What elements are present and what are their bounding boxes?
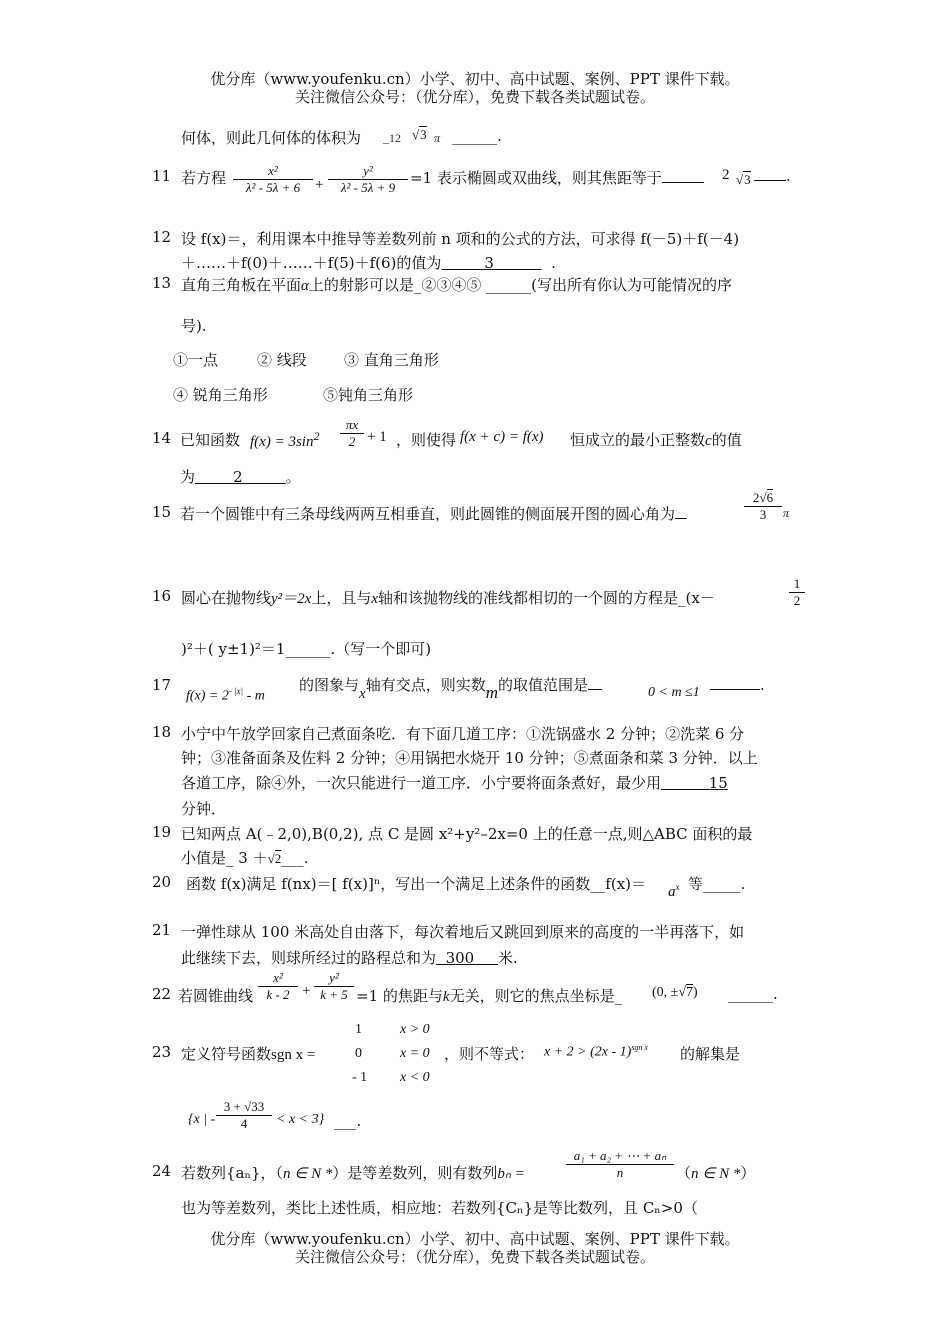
q15-answer-radicand: 6 [766,490,774,505]
q13-option-2: ② 线段 [257,351,307,369]
q23-stem-post: 的解集是 [680,1045,741,1063]
q14-fraction-numerator: πx [345,417,359,432]
q17-number: 17 [152,676,172,694]
q24-post-n-in-N: n ∈ N * [691,1166,741,1182]
q12-number: 12 [152,228,172,246]
q13-option-1: ①一点 [173,351,219,369]
q21-number: 21 [152,921,172,939]
q13-line-1b: 上的射影可以是_②③④⑤ ______(写出所有你认为可能情况的序 [308,276,733,294]
q16-line-1 [181,587,715,608]
q17-exponent: - |x| [228,686,244,696]
q11-denominator-2: λ² - 5λ + 9 [340,180,396,195]
q15-stem: 若一个圆锥中有三条母线两两互相垂直，则此圆锥的侧面展开图的圆心角为 [180,505,676,523]
q16-fraction-numerator: 1 [793,576,801,591]
q24-line-2: 也为等差数列，类比上述性质，相应地：若数列{Cₙ}是等比数列，且 Cₙ>0（ [181,1199,698,1217]
q23-solution-pre: {x | - [188,1112,216,1127]
q14-tail: 。 [285,468,301,486]
footer-line-1: 优分库（www.youfenku.cn）小学、初中、高中试题、案例、PPT 课件下载。 [210,1230,740,1248]
q13-option-5: ⑤钝角三角形 [323,386,414,404]
q18-line-3-text: 各道工序，除④外，一次只能进行一道工序．小宁要将面条煮好，最少用 [181,774,662,792]
q21-line-1: 一弹性球从 100 米高处自由落下，每次着地后又跳回到原来的高度的一半再落下，如 [181,923,745,941]
q13-line-1 [181,274,732,295]
q18-line-4: 分钟． [181,800,227,818]
q24-n-in-N: n ∈ N * [283,1166,333,1182]
q21-line-2-pre: 此继续下去，则球所经过的路程总和为 [181,949,437,967]
q10-sqrt-radicand: 3 [420,127,427,142]
q10-sqrt: √3 [412,127,427,142]
q23-inequality-text: x + 2 > (2x - 1) [544,1044,632,1060]
q16-stem-3: 轴和该抛物线的准线都相切的一个圆的方程是_(x－ [378,589,715,607]
q16-stem-2: 上，且与 [311,589,372,607]
q11-stem-post [410,167,704,188]
q15-answer-coef: 2 [752,490,760,505]
q20-stem: 函数 f(x)满足 f(nx)＝[ f(x)]ⁿ，写出一个满足上述条件的函数__f(x)＝ [186,875,647,893]
q21-line-2 [181,947,518,968]
q14-equation: f(x + c) = f(x) [460,429,544,445]
q17-function [186,686,265,705]
q23-solution-denominator: 4 [240,1116,248,1131]
q10-pi: π [434,131,441,145]
q20-tail: 等_____. [688,875,746,893]
q15-pi: π [783,506,790,520]
q18-line-1: 小宁中午放学回家自己煮面条吃．有下面几道工序：①洗锅盛水 2 分钟；②洗菜 6 分 [181,725,745,743]
q24-stem-post [676,1162,755,1183]
q17-answer: 0 < m ≤1 [648,685,700,700]
q14-fraction-denominator: 2 [348,434,356,449]
q22-answer-close: ) [693,985,698,1000]
q22-tail: ______. [728,985,778,1003]
q12-line-1: 设 f(x)＝，利用课本中推导等差数列前 n 项和的公式的方法，可求得 f(－5)＋f(－4) [181,230,740,248]
q15-answer-fraction: 2√6 3 [744,490,782,523]
q14-function-text: f(x) = 3sin [250,434,314,450]
q20-answer-base: a [668,884,676,900]
q11-fraction-1 [233,163,313,196]
q23-number: 23 [152,1043,172,1061]
q24-number: 24 [152,1162,172,1180]
q16-number: 16 [152,587,172,605]
q13-line-1a: 直角三角板在平面 [181,276,302,294]
q16-line-2: )²＋( y±1)²＝1______.（写一个即可) [181,640,432,658]
q23-case-2-value: 0 [355,1046,362,1061]
q10-text [181,127,361,148]
q14-stem-mid: ，则使得 [396,431,457,449]
header-line-1: 优分库（www.youfenku.cn）小学、初中、高中试题、案例、PPT 课件下载。 [210,70,740,88]
q17-x: x [359,686,366,702]
q23-solution-fraction [216,1099,272,1132]
q22-number: 22 [152,985,172,1003]
q19-answer-radicand: 2 [274,851,282,866]
q24-stem-pre: 若数列{aₙ}，（ [181,1164,284,1182]
q11-sqrt: √3 [736,172,751,187]
q18-number: 18 [152,723,172,741]
q14-stem-post-text: 恒成立的最小正整数 [570,431,706,449]
q17-tail [710,676,765,694]
q17-stem-1: 的图象与 [299,676,360,694]
q22-stem-post-text: =1 的焦距与 [356,987,443,1005]
q21-answer: 300 [445,949,475,967]
q23-case-1-cond: x > 0 [400,1022,430,1037]
q14-answer: 2 [233,468,243,486]
q17-stem-3: 的取值范围是 [497,676,588,694]
q16-fraction-denominator: 2 [793,593,801,608]
q17-m: m [485,683,498,702]
q24-post-open: （ [676,1164,692,1182]
q17-stem-2: 轴有交点，则实数 [365,676,486,694]
q11-stem-post-text: =1 表示椭圆或双曲线，则其焦距等于 [410,169,662,187]
q21-tail: 米. [498,949,518,967]
q17-stem [299,674,602,702]
q14-c: c [705,433,712,449]
q16-equation: y²＝2x [271,591,312,607]
q10-stem: 何体，则此几何体的体积为 [181,129,362,147]
q23-inequality [544,1043,648,1061]
q10-answer: _12 [383,131,401,145]
q24-stem-mid: ）是等差数列，则有数列 [332,1164,498,1182]
q19-answer: 3 ＋ [238,849,268,867]
q23-case-1-value: 1 [355,1022,362,1037]
q14-exponent: 2 [313,429,320,443]
q12-line-2-text: ＋……＋f(0)＋……＋f(5)＋f(6)的值为 [181,254,442,272]
q12-line-2 [181,252,556,273]
q18-answer: 15 [708,774,728,792]
q10-tail: ______. [452,127,502,145]
q15-number: 15 [152,503,172,521]
q23-stem-pre-text: 定义符号函数 [181,1045,272,1063]
q14-line-2 [180,466,301,487]
footer-line-2: 关注微信公众号：（优分库），免费下载各类试题试卷。 [294,1248,655,1266]
q24-stem [181,1162,525,1183]
q18-line-2: 钟；③准备面条及佐料 2 分钟；④用锅把水烧开 10 分钟；⑤煮面条和菜 3 分钟．以上 [181,749,758,767]
q22-denominator-1: k - 2 [266,987,290,1002]
q22-fraction-2 [314,970,354,1003]
q14-fraction [340,417,364,450]
q22-stem-pre: 若圆锥曲线 [178,987,254,1005]
q11-sqrt-radicand: 3 [744,172,751,187]
q16-stem-1: 圆心在抛物线 [181,589,272,607]
q20-number: 20 [152,873,172,891]
q11-fraction-2 [328,163,408,196]
q24-fraction-numerator: a₁ + a₂ + ⋯ + aₙ [573,1148,667,1163]
q22-answer-text: (0, ± [652,985,679,1000]
q19-line-2: 小值是_ 3 ＋√2___. [181,849,309,867]
q11-answer: 2 [722,167,730,183]
q23-sgn: sgn x = [271,1047,316,1063]
q23-solution-numerator: 3 + √33 [223,1099,265,1114]
q23-stem-pre [181,1043,315,1064]
q19-line-2-pre: 小值是_ [181,849,234,867]
q12-answer: 3 [484,254,494,272]
q17-minus-m: - m [246,688,265,704]
q11-plus: + [315,177,324,193]
q11-number: 11 [152,167,172,185]
q23-case-3-value: - 1 [352,1070,368,1085]
q15-text [180,503,687,524]
q24-fraction [566,1148,674,1181]
q20-answer-exponent: x [675,882,680,892]
q24-post-close: ） [740,1164,756,1182]
q15-answer-denominator: 3 [759,507,767,522]
q14-number: 14 [152,429,172,447]
q22-answer-radicand: 7 [686,985,694,1000]
q23-inequality-exp: sgn x [631,1043,648,1052]
q22-stem-post-text-2: 无关，则它的焦点坐标是_ [449,987,623,1005]
q14-stem-post-text-2: 的值 [711,431,742,449]
q18-line-3 [181,772,728,793]
q23-case-3-cond: x < 0 [400,1070,430,1085]
q11-stem-pre: 若方程 [181,169,227,187]
q14-line-2-pre: 为 [180,468,196,486]
q23-solution-post: < x < 3} [276,1112,325,1127]
q22-plus: + [302,983,311,999]
q13-option-4: ④ 锐角三角形 [173,386,268,404]
q22-fraction-1 [258,970,298,1003]
q23-tail: ___. [334,1112,362,1130]
q14-stem-post [570,429,742,450]
q13-line-2: 号). [181,317,207,335]
q22-numerator-2: y² [329,970,339,985]
q16-x: x [371,591,379,607]
q14-stem-pre: 已知函数 [180,431,241,449]
q10-answer-coef: 12 [389,131,401,145]
q11-denominator-1: λ² - 5λ + 6 [245,180,301,195]
q11-tail-text: . [786,167,791,185]
q19-line-1: 已知两点 A(﹣2,0),B(0,2), 点 C 是圆 x²+y²–2x=0 上的任意一点,则△ABC 面积的最 [181,825,753,843]
q20-answer [668,882,680,901]
q16-fraction [789,576,805,609]
q14-function [250,429,319,451]
q23-case-2-cond: x = 0 [400,1046,430,1061]
q22-k: k [442,989,450,1005]
q22-stem-post [356,985,622,1006]
q14-plus-one: + 1 [367,429,387,445]
q23-stem-mid: ，则不等式： [444,1045,535,1063]
q24-fraction-denominator: n [616,1165,624,1180]
q12-tail: . [551,254,556,272]
q22-denominator-2: k + 5 [320,987,348,1002]
q22-answer: (0, ±√7) [652,985,698,1000]
q11-numerator-1: x² [268,163,278,178]
q11-numerator-2: y² [363,163,373,178]
q11-tail [754,167,791,185]
header-line-2: 关注微信公众号：（优分库），免费下载各类试题试卷。 [294,88,655,106]
q24-bn: bₙ = [497,1166,525,1182]
q13-number: 13 [152,274,172,292]
q22-numerator-1: x² [273,970,283,985]
q13-alpha: α [301,278,309,294]
q19-tail: ___. [281,849,309,867]
q13-option-3: ③ 直角三角形 [344,351,439,369]
q19-number: 19 [152,823,172,841]
q17-function-base: f(x) = 2 [186,688,229,704]
q17-tail-text: . [760,676,765,694]
